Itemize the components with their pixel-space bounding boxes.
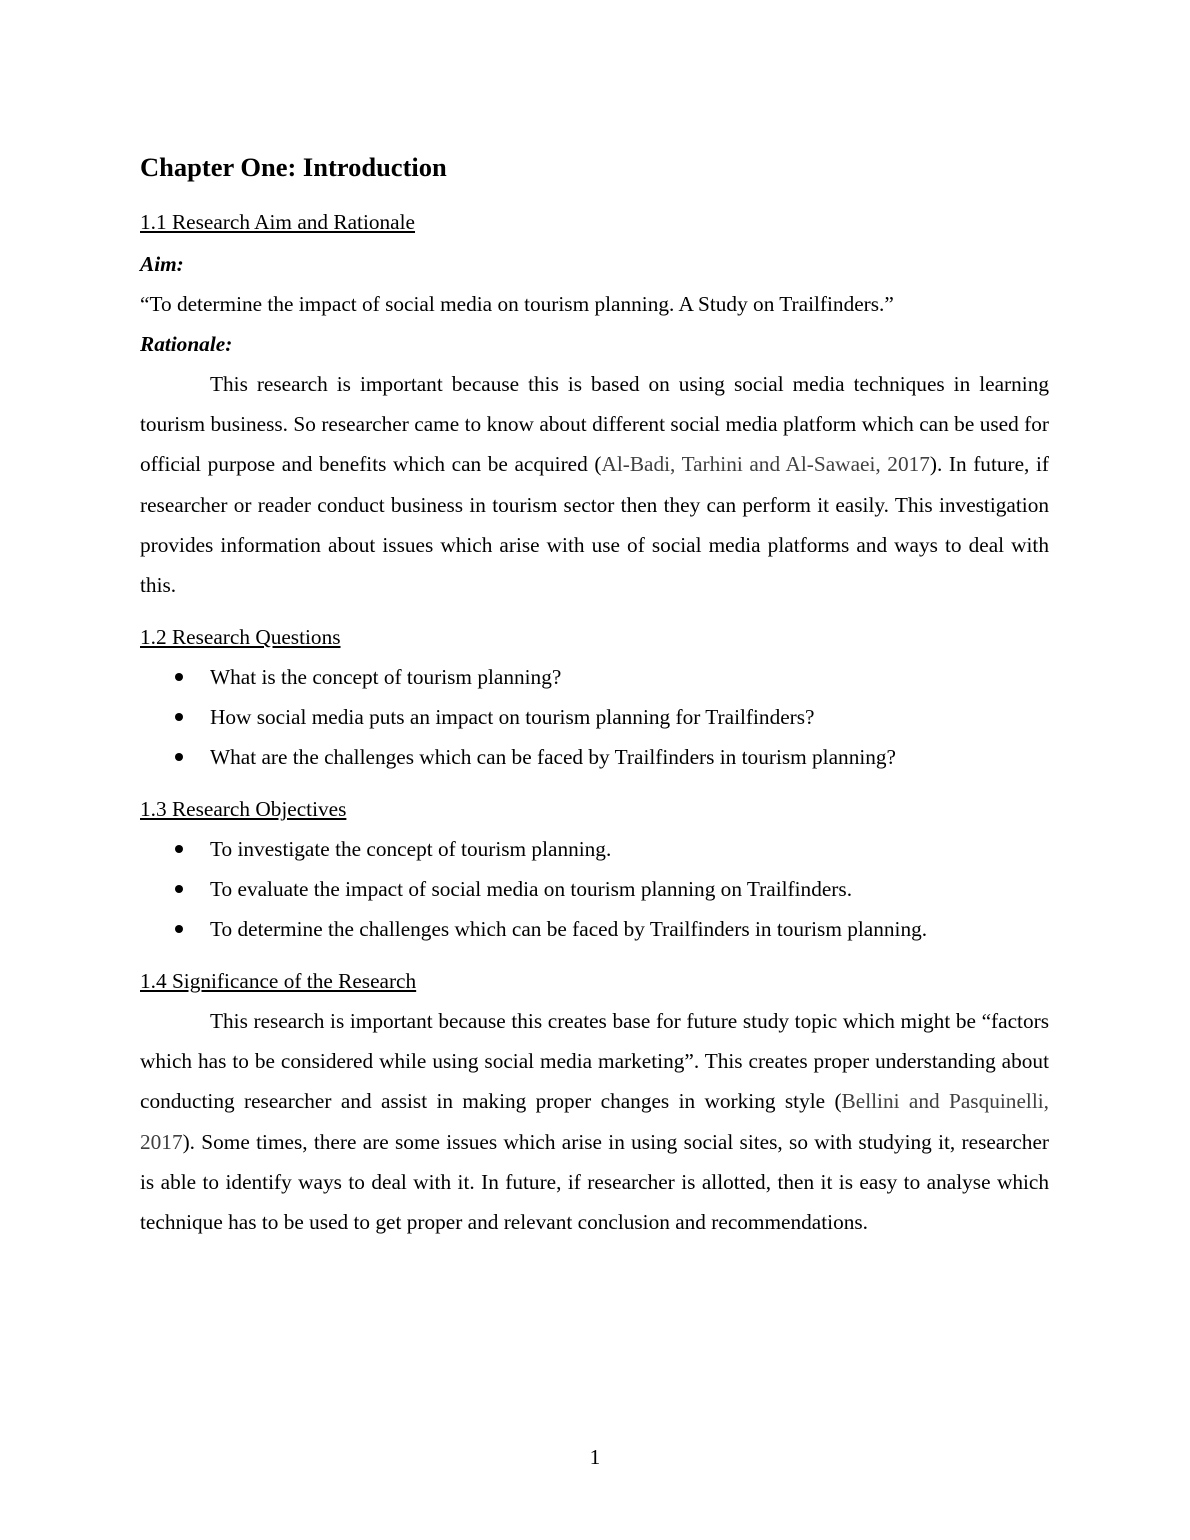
bullet-icon: [175, 713, 183, 721]
list-item-text: What is the concept of tourism planning?: [210, 665, 562, 689]
aim-text: “To determine the impact of social media on tourism planning. A Study on Trailfinders.”: [140, 292, 894, 316]
bullet-icon: [175, 673, 183, 681]
list-item-text: To investigate the concept of tourism planning.: [210, 837, 612, 861]
section-heading-significance: 1.4 Significance of the Research: [140, 969, 417, 993]
bullet-icon: [175, 885, 183, 893]
research-questions-list: [140, 657, 1049, 778]
bullet-icon: [175, 925, 183, 933]
section-heading-objectives: 1.3 Research Objectives: [140, 797, 347, 821]
list-item: [140, 869, 1049, 909]
rationale-paragraph: [140, 364, 1049, 605]
list-item-text: To determine the challenges which can be faced by Trailfinders in tourism planning.: [210, 917, 928, 942]
significance-paragraph: [140, 1001, 1049, 1242]
rationale-text-part1: This research is important because this is based on using social media techniques in learning tourism business. So researcher came to know about different social media platform which can be used for official purpose and benefits which can be acquired (: [140, 372, 1049, 477]
significance-text-part2: ). Some times, there are some issues which arise in using social sites, so with studying it, researcher is able to identify ways to deal with it. In future, if researcher is allotted, then it is easy to analyse which technique has to be used to get proper and relevant conclusion and recommendations.: [140, 1129, 1049, 1235]
significance-citation: Bellini and Pasquinelli, 2017: [140, 1089, 1049, 1154]
rationale-text-part2: ). In future, if researcher or reader conduct business in tourism sector then they can perform it easily. This investigation provides information about issues which arise with use of social media platforms and ways to deal with this.: [140, 452, 1049, 598]
bullet-icon: [175, 845, 183, 853]
list-item-text: To evaluate the impact of social media on tourism planning on Trailfinders.: [210, 877, 853, 902]
research-objectives-list: [140, 829, 1049, 950]
chapter-title: Chapter One: Introduction: [140, 152, 447, 182]
list-item: [140, 737, 1049, 777]
list-item: [140, 829, 1049, 869]
rationale-label: Rationale:: [140, 332, 233, 356]
page-number: 1: [589, 1445, 601, 1469]
significance-text-part1: This research is important because this creates base for future study topic which might be “factors which has to be considered while using social media marketing”. This creates proper understanding about conducting researcher and assist in making proper changes in working style (: [140, 1009, 1049, 1114]
list-item: [140, 697, 1049, 737]
rationale-citation: Al-Badi, Tarhini and Al-Sawaei, 2017: [601, 452, 930, 477]
list-item: [140, 909, 1049, 949]
list-item: [140, 657, 1049, 697]
list-item-text: What are the challenges which can be faced by Trailfinders in tourism planning?: [210, 745, 897, 770]
aim-label: Aim:: [140, 252, 184, 276]
section-heading-questions: 1.2 Research Questions: [140, 625, 341, 649]
list-item-text: How social media puts an impact on tourism planning for Trailfinders?: [210, 705, 815, 730]
section-heading-aim-rationale: 1.1 Research Aim and Rationale: [140, 210, 416, 234]
bullet-icon: [175, 753, 183, 761]
